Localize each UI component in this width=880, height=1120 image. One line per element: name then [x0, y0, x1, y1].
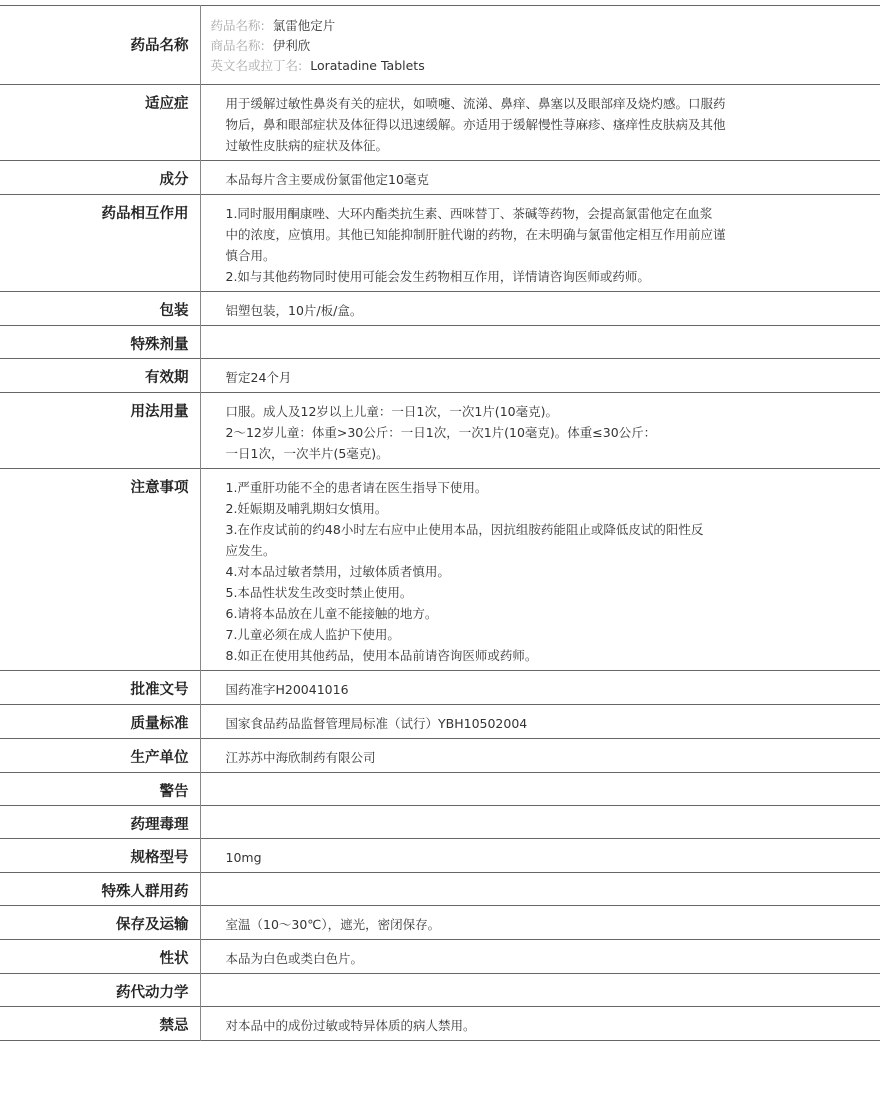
interactions-line: 1.同时服用酮康唑、大环内酯类抗生素、西咪替丁、茶碱等药物，会提高氯雷他定在血浆: [225, 206, 713, 221]
value-validity: 暂定24个月: [225, 370, 292, 385]
value-specification: 10mg: [225, 850, 262, 865]
row-storage: [0, 906, 880, 940]
row-basic: [0, 6, 880, 85]
label-drug-name: 药品名称: [0, 6, 200, 85]
label-storage: 保存及运输: [0, 906, 200, 940]
row-quality-standard: [0, 705, 880, 739]
label-manufacturer: 生产单位: [0, 739, 200, 773]
label-warning: 警告: [0, 773, 200, 806]
value-storage: 室温（10～30℃），遮光，密闭保存。: [225, 917, 441, 932]
value-quality-standard: 国家食品药品监督管理局标准（试行）YBH10502004: [225, 716, 528, 731]
value-interactions: [200, 195, 880, 292]
value-ingredients: 本品每片含主要成份氯雷他定10毫克: [225, 172, 429, 187]
value-toxicology: [200, 806, 880, 839]
basic-names: [200, 6, 880, 85]
row-special-population: [0, 873, 880, 906]
row-precautions: [0, 469, 880, 671]
label-interactions: 药品相互作用: [0, 195, 200, 292]
usage-line: 口服。成人及12岁以上儿童：一日1次，一次1片(10毫克)。: [225, 404, 558, 419]
row-special-dosage: [0, 326, 880, 359]
label-usage: 用法用量: [0, 393, 200, 469]
interactions-line: 慎合用。: [225, 248, 276, 263]
row-toxicology: [0, 806, 880, 839]
indications-line: 物后，鼻和眼部症状及体征得以迅速缓解。亦适用于缓解慢性荨麻疹、瘙痒性皮肤病及其他: [225, 117, 726, 132]
label-contraindications: 禁忌: [0, 1007, 200, 1041]
english-name-value: Loratadine Tablets: [310, 58, 425, 73]
row-indications: [0, 85, 880, 161]
row-approval: [0, 671, 880, 705]
label-approval: 批准文号: [0, 671, 200, 705]
label-packaging: 包装: [0, 292, 200, 326]
label-ingredients: 成分: [0, 161, 200, 195]
trade-name-value: 伊利欣: [272, 38, 311, 53]
label-quality-standard: 质量标准: [0, 705, 200, 739]
value-pharmacokinetics: [200, 974, 880, 1007]
interactions-line: 中的浓度，应慎用。其他已知能抑制肝脏代谢的药物，在未明确与氯雷他定相互作用前应谨: [225, 227, 726, 242]
interactions-line: 2.如与其他药物同时使用可能会发生药物相互作用，详情请咨询医师或药师。: [225, 269, 650, 284]
row-specification: [0, 839, 880, 873]
row-usage: [0, 393, 880, 469]
value-usage: [200, 393, 880, 469]
label-pharmacokinetics: 药代动力学: [0, 974, 200, 1007]
value-manufacturer: 江苏苏中海欣制药有限公司: [225, 750, 376, 765]
indications-line: 用于缓解过敏性鼻炎有关的症状，如喷嚏、流涕、鼻痒、鼻塞以及眼部痒及烧灼感。口服药: [225, 96, 726, 111]
precautions-line: 8.如正在使用其他药品，使用本品前请咨询医师或药师。: [225, 648, 538, 663]
label-appearance: 性状: [0, 940, 200, 974]
precautions-line: 6.请将本品放在儿童不能接触的地方。: [225, 606, 438, 621]
indications-line: 过敏性皮肤病的症状及体征。: [225, 138, 389, 153]
label-validity: 有效期: [0, 359, 200, 393]
trade-name-key: 商品名称:: [210, 38, 265, 53]
usage-line: 一日1次，一次半片(5毫克)。: [225, 446, 389, 461]
row-packaging: [0, 292, 880, 326]
precautions-line: 3.在作皮试前的约48小时左右应中止使用本品，因抗组胺药能阻止或降低皮试的阳性反: [225, 522, 704, 537]
label-indications: 适应症: [0, 85, 200, 161]
value-special-dosage: [200, 326, 880, 359]
row-manufacturer: [0, 739, 880, 773]
precautions-line: 2.妊娠期及哺乳期妇女慎用。: [225, 501, 388, 516]
label-toxicology: 药理毒理: [0, 806, 200, 839]
precautions-line: 7.儿童必须在成人监护下使用。: [225, 627, 400, 642]
value-precautions: [200, 469, 880, 671]
value-contraindications: 对本品中的成份过敏或特异体质的病人禁用。: [225, 1018, 476, 1033]
value-appearance: 本品为白色或类白色片。: [225, 951, 364, 966]
usage-line: 2～12岁儿童：体重>30公斤：一日1次，一次1片(10毫克)。体重≤30公斤：: [225, 425, 657, 440]
precautions-line: 1.严重肝功能不全的患者请在医生指导下使用。: [225, 480, 488, 495]
value-warning: [200, 773, 880, 806]
label-special-dosage: 特殊剂量: [0, 326, 200, 359]
precautions-line: 应发生。: [225, 543, 276, 558]
row-contraindications: [0, 1007, 880, 1041]
english-name-key: 英文名或拉丁名:: [210, 58, 303, 73]
precautions-line: 5.本品性状发生改变时禁止使用。: [225, 585, 413, 600]
value-indications: [200, 85, 880, 161]
precautions-line: 4.对本品过敏者禁用，过敏体质者慎用。: [225, 564, 450, 579]
row-validity: [0, 359, 880, 393]
row-warning: [0, 773, 880, 806]
row-interactions: [0, 195, 880, 292]
generic-name-key: 药品名称:: [210, 18, 265, 33]
value-approval: 国药准字H20041016: [225, 682, 349, 697]
row-ingredients: [0, 161, 880, 195]
label-precautions: 注意事项: [0, 469, 200, 671]
row-pharmacokinetics: [0, 974, 880, 1007]
generic-name-value: 氯雷他定片: [272, 18, 336, 33]
drug-info-table: [0, 5, 880, 1041]
label-special-population: 特殊人群用药: [0, 873, 200, 906]
value-packaging: 铝塑包装，10片/板/盒。: [225, 303, 363, 318]
label-specification: 规格型号: [0, 839, 200, 873]
row-appearance: [0, 940, 880, 974]
value-special-population: [200, 873, 880, 906]
